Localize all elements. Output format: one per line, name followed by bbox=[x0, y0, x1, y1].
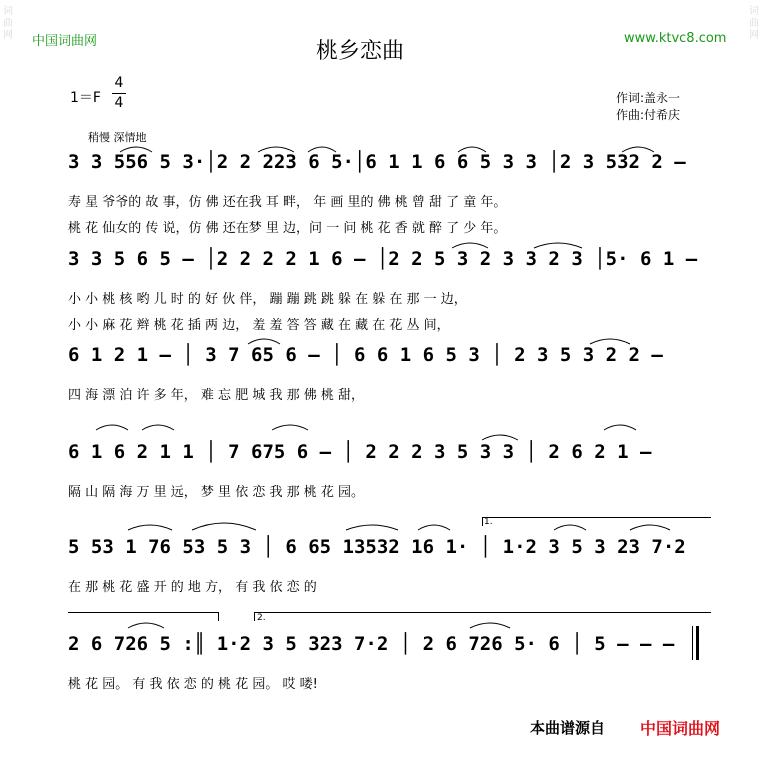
slur-arc bbox=[258, 147, 294, 152]
lyric-line: 隔 山 隔 海 万 里 远， 梦 里 依 恋 我 那 桃 花 园。 bbox=[68, 485, 364, 500]
slur-arc bbox=[482, 435, 518, 440]
notation-row-3: 6 1 2 1 – │ 3 7 65 6 – │ 6 6 1 6 5 3 │ 2 3 5 3 2 2 – bbox=[68, 344, 663, 366]
slur-arc bbox=[534, 243, 582, 248]
watermark-char: 网 bbox=[749, 30, 759, 41]
notation-row-2: 3 3 5 6 5 – │2 2 2 2 1 6 – │2 2 5 3 2 3 3 2 3 │5· 6 1 – bbox=[68, 248, 698, 270]
slur-arc bbox=[192, 523, 256, 530]
composer: 作曲:付希庆 bbox=[616, 108, 681, 122]
watermark-char: 曲 bbox=[3, 18, 13, 29]
source-label: 本曲谱源自 bbox=[530, 719, 606, 737]
lyric-line: 小 小 麻 花 辫 桃 花 插 两 边， 羞 羞 答 答 藏 在 藏 在 花 丛 间， bbox=[68, 318, 450, 333]
slur-arc bbox=[452, 243, 488, 248]
lyric-line: 在 那 桃 花 盛 开 的 地 方， 有 我 依 恋 的 bbox=[68, 580, 317, 595]
slur-arc bbox=[418, 525, 450, 530]
watermark-char: 网 bbox=[3, 30, 13, 41]
key-signature: 1＝F bbox=[70, 90, 101, 106]
lyric-line: 寿 星 爷爷的 故 事，仿 佛 还在我 耳 畔， 年 画 里的 佛 桃 曾 甜 了 童 年。 bbox=[68, 195, 507, 210]
lyric-line: 小 小 桃 核 哟 儿 时 的 好 伙 伴， 蹦 蹦 跳 跳 躲 在 躲 在 那 一 边， bbox=[68, 292, 467, 307]
slur-arc bbox=[142, 425, 174, 430]
slur-arc bbox=[554, 525, 586, 530]
notation-row-4: 6 1 6 2 1 1 │ 7 675 6 – │ 2 2 2 3 5 3 3 │ 2 6 2 1 – bbox=[68, 441, 652, 463]
notation-row-5: 5 53 1 76 53 5 3 │ 6 65 13532 16 1· │ 1·2 3 5 3 23 7·2 bbox=[68, 536, 686, 558]
watermark-char: 曲 bbox=[749, 18, 759, 29]
slur-arc bbox=[96, 425, 128, 430]
lyric-line: 桃 花 园。 有 我 依 恋 的 桃 花 园。 哎 喽! bbox=[68, 677, 318, 692]
time-signature-top: 4 bbox=[114, 75, 124, 91]
notation-row-6: 2 6 726 5 :║ 1·2 3 5 323 7·2 │ 2 6 726 5· 6 │ 5 – – – bbox=[68, 633, 675, 655]
slur-arc bbox=[120, 147, 152, 152]
volta-label-2: 2. bbox=[257, 613, 266, 623]
song-title: 桃乡恋曲 bbox=[316, 39, 405, 64]
slur-arc bbox=[128, 525, 172, 530]
slur-arc bbox=[346, 525, 398, 530]
slur-arc bbox=[272, 425, 308, 430]
site-url-right[interactable]: www.ktvc8.com bbox=[624, 31, 727, 46]
slur-arc bbox=[630, 525, 670, 530]
tempo-marking: 稍慢 深情地 bbox=[88, 131, 147, 144]
slur-arc bbox=[248, 339, 280, 344]
lyric-line: 四 海 漂 泊 许 多 年， 难 忘 肥 城 我 那 佛 桃 甜， bbox=[68, 388, 364, 403]
slur-arc bbox=[470, 623, 510, 628]
lyricist: 作词:盖永一 bbox=[616, 91, 681, 105]
slur-arc bbox=[308, 147, 336, 152]
time-signature-bottom: 4 bbox=[112, 93, 126, 113]
site-name-left[interactable]: 中国词曲网 bbox=[32, 34, 98, 49]
volta-label-1: 1. bbox=[484, 517, 493, 527]
slur-arc bbox=[622, 147, 654, 152]
slur-arc bbox=[458, 147, 486, 152]
lyric-line: 桃 花 仙女的 传 说，仿 佛 还在梦 里 边，问 一 问 桃 花 香 就 醉 了 少 年。 bbox=[68, 221, 507, 236]
slur-arc bbox=[590, 339, 630, 344]
notation-row-1: 3 3 556 5 3·│2 2 223 6 5·│6 1 1 6 6 5 3 3 │2 3 532 2 – bbox=[68, 151, 686, 173]
watermark-char: 词 bbox=[3, 6, 13, 17]
slur-arc bbox=[128, 623, 164, 628]
watermark-char: 词 bbox=[749, 6, 759, 17]
slur-arc bbox=[604, 425, 636, 430]
source-brand[interactable]: 中国词曲网 bbox=[640, 719, 721, 738]
